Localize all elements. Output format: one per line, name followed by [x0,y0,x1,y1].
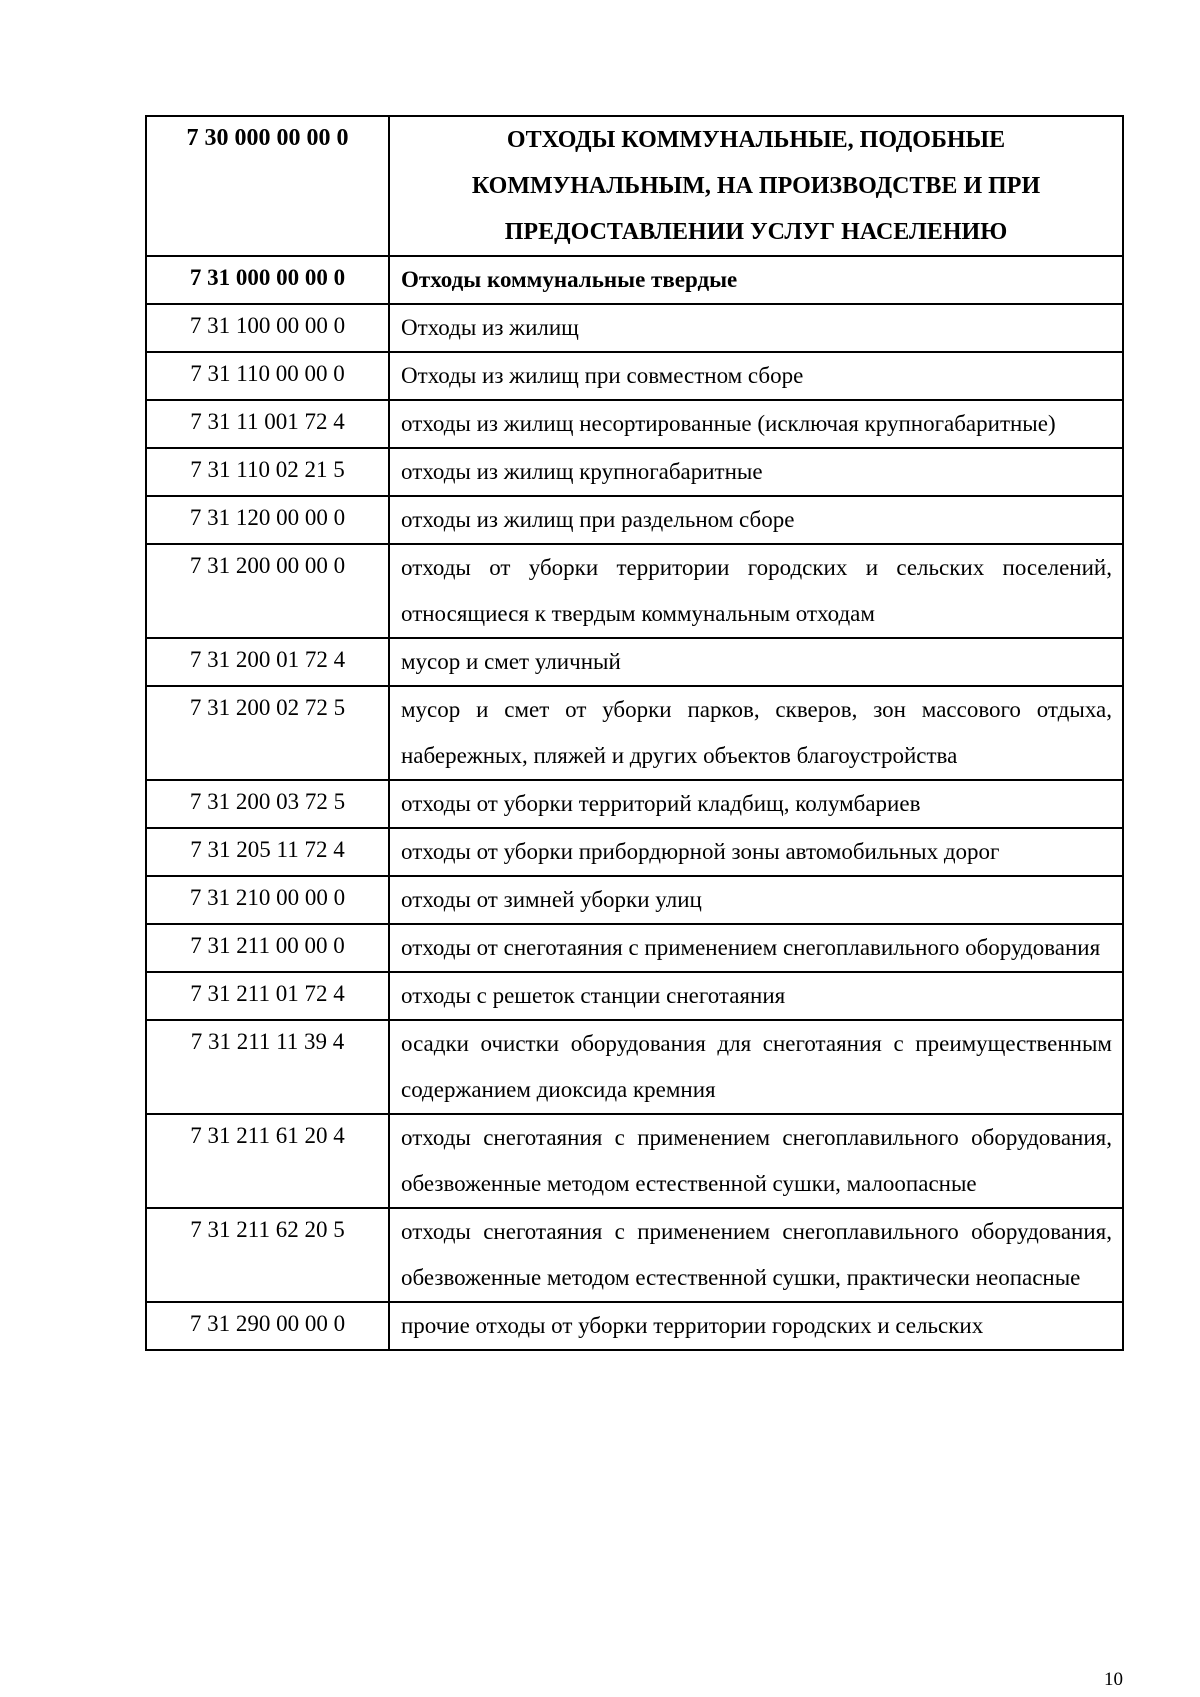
waste-code: 7 31 211 61 20 4 [146,1114,389,1208]
table-row [146,638,1123,686]
waste-name: Отходы из жилищ при совместном сборе [389,352,1123,400]
waste-code: 7 31 110 02 21 5 [146,448,389,496]
waste-code: 7 31 211 11 39 4 [146,1020,389,1114]
waste-code: 7 31 211 62 20 5 [146,1208,389,1302]
table-row [146,1114,1123,1208]
page-number: 10 [1104,1669,1123,1690]
waste-name: отходы снеготаяния с применением снегоплавильного оборудования, обезвоженные методом естественной сушки, малоопасные [389,1114,1123,1208]
waste-name: отходы от уборки прибордюрной зоны автомобильных дорог [389,828,1123,876]
waste-code: 7 31 110 00 00 0 [146,352,389,400]
table-row [146,448,1123,496]
table-row [146,496,1123,544]
waste-name: отходы из жилищ крупногабаритные [389,448,1123,496]
waste-name: отходы от снеготаяния с применением снегоплавильного оборудования [389,924,1123,972]
table-row [146,304,1123,352]
waste-name: мусор и смет от уборки парков, скверов, зон массового отдыха, набережных, пляжей и других объектов благоустройства [389,686,1123,780]
waste-code: 7 31 000 00 00 0 [146,256,389,304]
table-row [146,1208,1123,1302]
waste-name: Отходы из жилищ [389,304,1123,352]
table-row [146,828,1123,876]
waste-code: 7 31 200 01 72 4 [146,638,389,686]
waste-name: отходы из жилищ несортированные (исключая крупногабаритные) [389,400,1123,448]
table-row [146,352,1123,400]
waste-name: прочие отходы от уборки территории городских и сельских [389,1302,1123,1350]
waste-name: отходы от уборки территории городских и сельских поселений, относящиеся к твердым коммунальным отходам [389,544,1123,638]
waste-name: отходы от уборки территорий кладбищ, колумбариев [389,780,1123,828]
waste-name: отходы снеготаяния с применением снегоплавильного оборудования, обезвоженные методом естественной сушки, практически неопасные [389,1208,1123,1302]
waste-code: 7 31 205 11 72 4 [146,828,389,876]
table-row [146,780,1123,828]
waste-name: Отходы коммунальные твердые [389,256,1123,304]
table-body [146,116,1123,1350]
waste-code: 7 31 290 00 00 0 [146,1302,389,1350]
waste-code: 7 31 211 01 72 4 [146,972,389,1020]
waste-code: 7 31 11 001 72 4 [146,400,389,448]
table-row [146,116,1123,256]
table-row [146,924,1123,972]
waste-code: 7 31 200 03 72 5 [146,780,389,828]
table-row [146,686,1123,780]
waste-name: отходы из жилищ при раздельном сборе [389,496,1123,544]
table-row [146,256,1123,304]
table-row [146,1020,1123,1114]
table-row [146,1302,1123,1350]
waste-name: осадки очистки оборудования для снеготаяния с преимущественным содержанием диоксида кремния [389,1020,1123,1114]
waste-code: 7 31 200 02 72 5 [146,686,389,780]
table-row [146,400,1123,448]
table-row [146,544,1123,638]
waste-code: 7 31 210 00 00 0 [146,876,389,924]
waste-name: отходы с решеток станции снеготаяния [389,972,1123,1020]
waste-code: 7 30 000 00 00 0 [146,116,389,256]
waste-code: 7 31 211 00 00 0 [146,924,389,972]
waste-code: 7 31 120 00 00 0 [146,496,389,544]
table-row [146,972,1123,1020]
table-row [146,876,1123,924]
waste-name: отходы от зимней уборки улиц [389,876,1123,924]
waste-name: мусор и смет уличный [389,638,1123,686]
waste-code: 7 31 200 00 00 0 [146,544,389,638]
waste-code: 7 31 100 00 00 0 [146,304,389,352]
waste-classification-table [145,115,1124,1351]
waste-name: ОТХОДЫ КОММУНАЛЬНЫЕ, ПОДОБНЫЕ КОММУНАЛЬНЫМ, НА ПРОИЗВОДСТВЕ И ПРИ ПРЕДОСТАВЛЕНИИ УСЛУГ НАСЕЛЕНИЮ [389,116,1123,256]
